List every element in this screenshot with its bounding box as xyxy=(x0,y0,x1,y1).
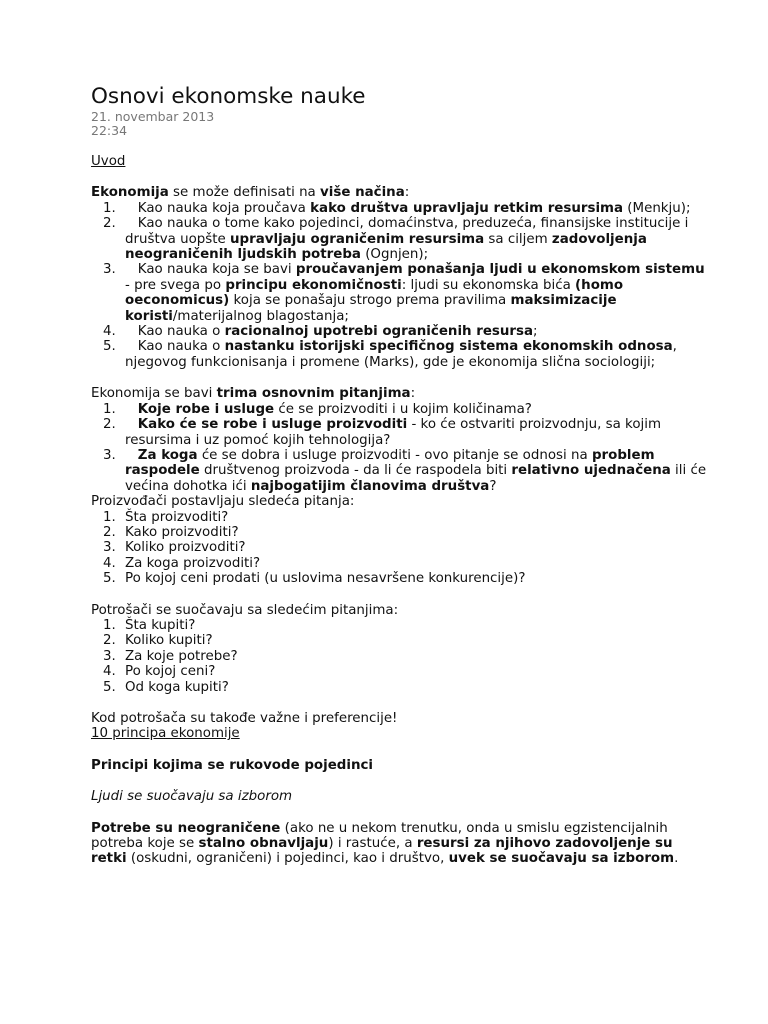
bold-text: racionalnoj upotrebi ograničenih resursa xyxy=(224,324,534,340)
text-run: , njegovog funkcionisanja i promene (Marks), gde je ekonomija slična sociologiji; xyxy=(125,339,677,370)
bold-text: Koje robe i usluge xyxy=(137,401,275,417)
list-number: 3. xyxy=(103,540,116,556)
text-run: : ljudi su ekonomska bića xyxy=(401,277,576,293)
text-run: . xyxy=(674,851,679,867)
list-item xyxy=(91,633,708,648)
bold-text: proučavanjem ponašanja ljudi u ekonomskom sistemu xyxy=(295,262,705,278)
list-item xyxy=(91,540,708,555)
page-title: Osnovi ekonomske nauke xyxy=(91,84,366,109)
section-heading-principles: 10 principa ekonomije xyxy=(91,726,240,742)
list-item-text: Koliko proizvoditi? xyxy=(125,540,246,556)
list-item-text: Od koga kupiti? xyxy=(125,679,229,695)
list-number: 3. xyxy=(103,262,116,278)
bold-text: najbogatijim članovima društva xyxy=(250,478,490,494)
bold-text: maksimizacije koristi xyxy=(125,293,617,324)
bold-text: zadovoljenja neograničenih ljudskih potreba xyxy=(125,231,647,263)
text-run: društvenog proizvoda - da li će raspodela biti xyxy=(199,463,512,479)
list-item-text xyxy=(125,339,708,370)
text-run: : xyxy=(410,386,416,402)
list-item-text: Kako proizvoditi? xyxy=(125,524,239,540)
definitions-list xyxy=(91,201,708,370)
list-number: 4. xyxy=(103,324,116,340)
preferences-note: Kod potrošača su takođe važne i preferencije! xyxy=(91,711,398,726)
list-item xyxy=(91,556,708,571)
list-number: 3. xyxy=(103,447,116,463)
text-run: (oskudni, ograničeni) i pojedinci, kao i društvo, xyxy=(126,851,449,867)
list-item-text xyxy=(125,448,708,494)
bold-text: stalno obnavljaju xyxy=(198,836,329,852)
bold-text: trima osnovnim pitanjima xyxy=(216,386,411,402)
list-number: 1. xyxy=(103,200,116,216)
list-item xyxy=(91,525,708,540)
text-run: Kao nauka o xyxy=(137,339,225,355)
text-run: (Ognjen); xyxy=(360,247,429,263)
list-item xyxy=(91,618,708,633)
text-run: ) i rastuće, a xyxy=(328,836,417,852)
list-item-text xyxy=(125,216,708,262)
producers-list xyxy=(91,510,708,587)
consumers-list xyxy=(91,618,708,695)
bold-text: principu ekonomičnosti xyxy=(225,277,402,293)
note-time: 22:34 xyxy=(91,123,128,138)
list-item-text xyxy=(125,201,708,216)
list-item-text: Šta proizvoditi? xyxy=(125,509,229,525)
text-run: Kao nauka koja se bavi xyxy=(137,262,296,278)
section-heading-uvod: Uvod xyxy=(91,154,126,169)
text-run: - pre svega po xyxy=(125,277,226,293)
text-run: ili će većina dohotka ići xyxy=(125,463,707,494)
list-item xyxy=(91,201,708,216)
scarcity-paragraph xyxy=(91,821,708,867)
bold-text: upravljaju ograničenim resursima xyxy=(230,231,485,247)
list-item-text xyxy=(125,262,708,324)
list-item xyxy=(91,417,708,448)
text-run: ? xyxy=(489,478,497,494)
list-item xyxy=(91,571,708,586)
list-item xyxy=(91,262,708,324)
list-item-text xyxy=(125,324,708,339)
list-item xyxy=(91,216,708,262)
text-run: : xyxy=(404,185,410,201)
list-item xyxy=(91,448,708,494)
text-run: /materijalnog blagostanja; xyxy=(172,308,349,324)
list-number: 5. xyxy=(103,571,116,587)
list-item-text: Za koga proizvoditi? xyxy=(125,555,261,571)
bold-text: nastanku istorijski specifičnog sistema ekonomskih odnosa xyxy=(224,339,673,355)
text-run: će se dobra i usluge proizvoditi - ovo pitanje se odnosi na xyxy=(197,447,592,463)
list-number: 2. xyxy=(103,633,116,649)
text-run: Kao nauka o tome kako pojedinci, domaćinstva, preduzeća, finansijske institucije i društva uopšte xyxy=(125,216,689,247)
bold-text: relativno ujednačena xyxy=(511,463,671,479)
producers-intro: Proizvođači postavljaju sledeća pitanja: xyxy=(91,494,355,510)
list-item xyxy=(91,324,708,339)
list-number: 5. xyxy=(103,339,116,355)
principles-heading: Principi kojima se rukovode pojedinci xyxy=(91,757,374,773)
text-run: Ekonomija se bavi xyxy=(91,386,217,402)
list-number: 2. xyxy=(103,524,116,540)
list-item xyxy=(91,402,708,417)
list-number: 1. xyxy=(103,401,116,417)
list-item xyxy=(91,339,708,370)
list-item-text: Koliko kupiti? xyxy=(125,633,213,649)
bold-text: Za koga xyxy=(137,447,198,463)
text-run: - ko će ostvariti proizvodnju, sa kojim resursima i uz pomoć kojih tehnologija? xyxy=(125,417,662,448)
list-number: 2. xyxy=(103,216,116,232)
text-run: koja se ponašaju strogo prema pravilima xyxy=(229,293,511,309)
list-item-text xyxy=(125,417,708,448)
list-number: 1. xyxy=(103,509,116,525)
text-run: Kao nauka koja proučava xyxy=(137,200,311,216)
text-run: (ako ne u nekom trenutku, onda u smislu egzistencijalnih potreba koje se xyxy=(91,820,668,852)
consumers-intro: Potrošači se suočavaju sa sledećim pitanjima: xyxy=(91,602,399,618)
list-number: 4. xyxy=(103,555,116,571)
text-run: Kao nauka o xyxy=(137,324,225,340)
list-item-text: Šta kupiti? xyxy=(125,617,196,633)
list-number: 5. xyxy=(103,679,116,695)
list-item xyxy=(91,510,708,525)
bold-text: Potrebe su neograničene xyxy=(91,820,281,836)
list-item xyxy=(91,680,708,695)
list-item xyxy=(91,664,708,679)
basic-questions-list xyxy=(91,402,708,494)
bold-text: Ekonomija xyxy=(91,185,169,201)
list-number: 3. xyxy=(103,648,116,664)
text-run: će se proizvoditi i u kojim količinama? xyxy=(274,401,532,417)
bold-text: (homo oeconomicus) xyxy=(125,277,624,309)
bold-text: više načina xyxy=(320,185,405,201)
text-run: se može definisati na xyxy=(168,185,321,201)
list-item xyxy=(91,649,708,664)
questions-intro xyxy=(91,386,708,401)
bold-text: kako društva upravljaju retkim resursima xyxy=(310,200,624,216)
choice-heading: Ljudi se suočavaju sa izborom xyxy=(91,789,293,805)
text-run: sa ciljem xyxy=(484,231,552,247)
note-date: 21. novembar 2013 xyxy=(91,109,215,124)
bold-text: uvek se suočavaju sa izborom xyxy=(448,851,675,867)
list-number: 2. xyxy=(103,417,116,433)
bold-text: resursi za njihovo zadovoljenje su retki xyxy=(91,836,673,867)
list-number: 4. xyxy=(103,664,116,680)
text-run: (Menkju); xyxy=(623,200,691,216)
list-item-text xyxy=(125,402,708,417)
list-item-text: Po kojoj ceni? xyxy=(125,664,216,680)
list-item-text: Po kojoj ceni prodati (u uslovima nesavršene konkurencije)? xyxy=(125,571,526,587)
bold-text: Kako će se robe i usluge proizvoditi xyxy=(137,417,408,433)
definitions-intro xyxy=(91,185,708,200)
list-item-text: Za koje potrebe? xyxy=(125,648,238,664)
text-run: ; xyxy=(533,324,538,340)
list-number: 1. xyxy=(103,617,116,633)
bold-text: problem raspodele xyxy=(125,447,655,479)
